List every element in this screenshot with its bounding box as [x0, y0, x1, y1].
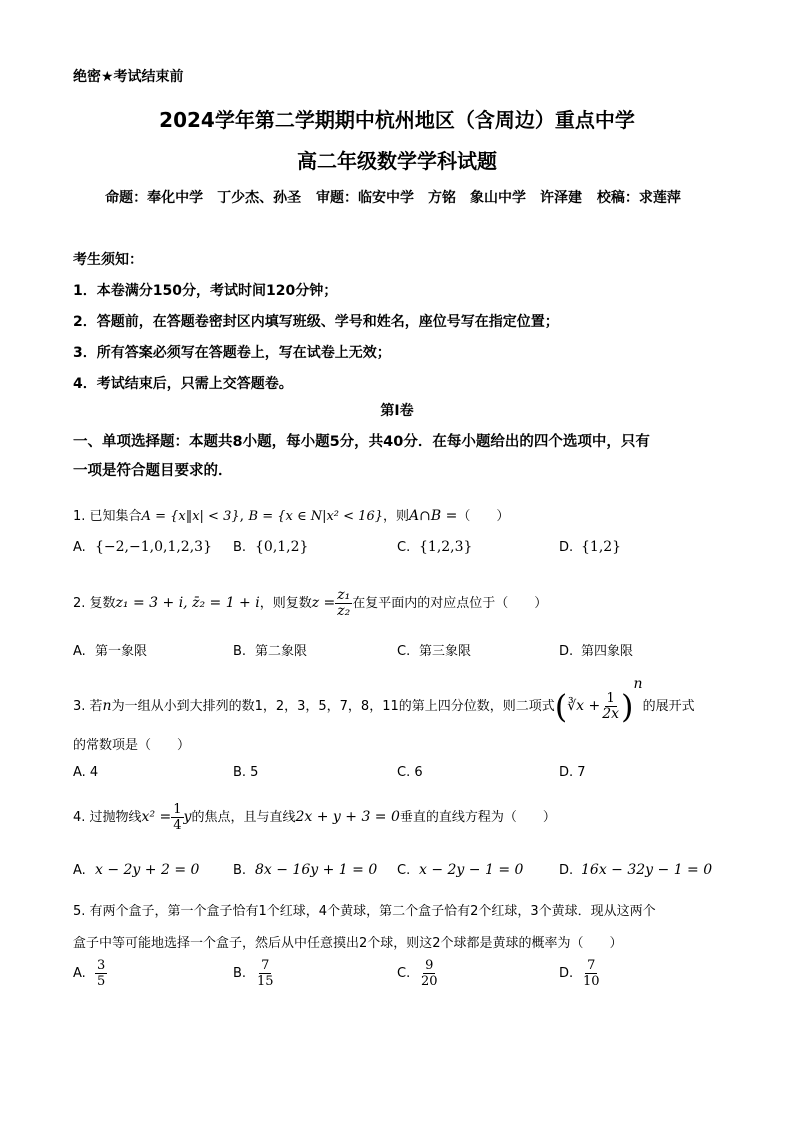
secret-mark: 绝密★考试结束前: [73, 69, 184, 85]
option-label: C.: [397, 863, 411, 878]
candidate-notice: [73, 245, 559, 400]
option-value: 第三象限: [419, 644, 472, 659]
option-label: B.: [233, 966, 247, 981]
question-5-line1: 5. 有两个盒子，第一个盒子恰有1个红球，4个黄球，第二个盒子恰有2个红球，3个黄球．现从这两个: [73, 904, 656, 919]
q4-text-post: 垂直的直线方程为（ ）: [399, 810, 556, 825]
fraction-numerator: 9: [425, 958, 434, 973]
option-label: B.: [233, 644, 247, 659]
committee-line: [73, 183, 723, 213]
option-label: C.: [397, 644, 411, 659]
notice-item: 2．答题前，在答题卷密封区内填写班级、学号和姓名，座位号写在指定位置；: [73, 314, 559, 330]
q1-expr: A∩B =: [409, 508, 458, 524]
option-label: A.: [73, 540, 86, 555]
option: D. 7: [559, 765, 586, 780]
q4-text-mid: 的焦点，且与直线: [191, 810, 296, 825]
exam-title: 2024学年第二学期期中杭州地区（含周边）重点中学: [159, 108, 635, 132]
option-label: D.: [559, 966, 574, 981]
q2-text-post: 在复平面内的对应点位于（ ）: [352, 596, 548, 611]
notice-item: 4．考试结束后，只需上交答题卷。: [73, 376, 293, 392]
q1-paren: （ ）: [457, 509, 510, 524]
fraction-denominator: 5: [97, 974, 106, 989]
q2-fraction: [335, 588, 352, 619]
option-value: 第一象限: [95, 644, 148, 659]
option-value: 8x − 16y + 1 = 0: [255, 862, 378, 878]
option-value: {0,1,2}: [255, 539, 309, 555]
committee-proofreader: 校稿：求莲萍: [596, 190, 681, 206]
paren-right: ): [621, 687, 634, 726]
q2-text: 2. 复数: [73, 596, 116, 611]
option-label: A.: [73, 863, 86, 878]
q3-line2: 的常数项是（ ）: [73, 738, 191, 753]
option-label: D.: [559, 863, 574, 878]
q3-text-mid: 为一组从小到大排列的数1，2，3，5，7，8，11的第上四分位数，则二项式: [111, 699, 555, 714]
part-heading-line: 一、单项选择题：本题共8小题，每小题5分，共40分．在每小题给出的四个选项中，只有: [73, 434, 650, 450]
q2-z: z =: [311, 595, 336, 611]
fraction-numerator: 1: [173, 802, 182, 817]
option-fraction: [255, 958, 276, 989]
option: B. 5: [233, 765, 259, 780]
q3-n: n: [102, 698, 112, 714]
option-value: 第二象限: [255, 644, 308, 659]
fraction-numerator: 1: [606, 691, 615, 706]
part-heading: [73, 428, 723, 486]
notice-item: 1．本卷满分150分，考试时间120分钟；: [73, 283, 338, 299]
section-title: 第Ⅰ卷: [380, 403, 414, 419]
fraction-numerator: 7: [261, 958, 270, 973]
q4-curve: x² =: [141, 809, 172, 825]
question-5-line2: 盒子中等可能地选择一个盒子，然后从中任意摸出2个球，则这2个球都是黄球的概率为（ ）: [73, 936, 623, 951]
q4-y: y: [183, 809, 192, 825]
option-value: 第四象限: [581, 644, 634, 659]
option-fraction: [419, 958, 440, 989]
fraction-denominator: 10: [583, 974, 600, 989]
question-3: [73, 676, 695, 726]
paren-left: (: [554, 687, 568, 726]
q1-set-b: B = {x ∈ N|x² < 16}: [248, 509, 383, 524]
option-label: A.: [73, 644, 86, 659]
fraction-numerator: z₁: [337, 587, 351, 603]
part-heading-line: 一项是符合题目要求的．: [73, 463, 233, 479]
option-value: {1,2,3}: [419, 539, 473, 555]
option-label: D.: [559, 540, 574, 555]
q3-text: 3. 若: [73, 699, 103, 714]
q2-text-mid: ，则复数: [259, 596, 312, 611]
notice-item: 3．所有答案必须写在答题卷上，写在试卷上无效；: [73, 345, 391, 361]
notice-heading: 考生须知：: [73, 252, 143, 268]
option-fraction: [581, 958, 602, 989]
exam-subtitle: 高二年级数学学科试题: [297, 149, 497, 173]
q3-fraction: [600, 691, 621, 722]
fraction-numerator: 3: [97, 958, 106, 973]
question-2: [73, 588, 547, 619]
option-label: C.: [397, 966, 411, 981]
option-label: B.: [233, 540, 247, 555]
fraction-denominator: 2x: [602, 706, 620, 722]
option-label: B.: [233, 863, 247, 878]
option: A. 4: [73, 765, 99, 780]
committee-author: 命题：奉化中学 丁少杰、孙圣: [105, 190, 302, 206]
fraction-denominator: 4: [173, 818, 182, 833]
option-value: {−2,−1,0,1,2,3}: [95, 539, 212, 555]
committee-reviewer: 审题：临安中学 方铭 象山中学 许泽建: [316, 190, 582, 206]
option-label: A.: [73, 966, 86, 981]
question-1: 1. 已知集合A = {x‖x| < 3}, B = {x ∈ N|x² < 16}，则A∩B =（ ）: [73, 508, 510, 524]
q3-cube-root: ∛x +: [567, 698, 601, 714]
q1-text-post: ，则: [382, 509, 409, 524]
fraction-denominator: 15: [257, 974, 274, 989]
option-value: x − 2y − 1 = 0: [419, 862, 524, 878]
fraction-denominator: z₂: [337, 603, 351, 619]
question-4: [73, 802, 556, 833]
q3-exponent: n: [633, 676, 643, 692]
q4-line: 2x + y + 3 = 0: [295, 809, 400, 825]
q4-text: 4. 过抛物线: [73, 810, 142, 825]
option-label: D.: [559, 644, 574, 659]
option-value: 16x − 32y − 1 = 0: [581, 862, 713, 878]
option-value: {1,2}: [581, 539, 622, 555]
q1-text: 1. 已知集合: [73, 509, 142, 524]
option-value: x − 2y + 2 = 0: [95, 862, 200, 878]
q1-set-a: A = {x‖x| < 3}: [141, 509, 240, 524]
option-fraction: [95, 958, 107, 989]
fraction-numerator: 7: [587, 958, 596, 973]
fraction-denominator: 20: [421, 974, 438, 989]
q4-fraction: [171, 802, 183, 833]
q3-text-post: 的展开式: [642, 699, 695, 714]
option: C. 6: [397, 765, 423, 780]
option-label: C.: [397, 540, 411, 555]
q2-z-values: z₁ = 3 + i, z̄₂ = 1 + i: [115, 595, 260, 611]
